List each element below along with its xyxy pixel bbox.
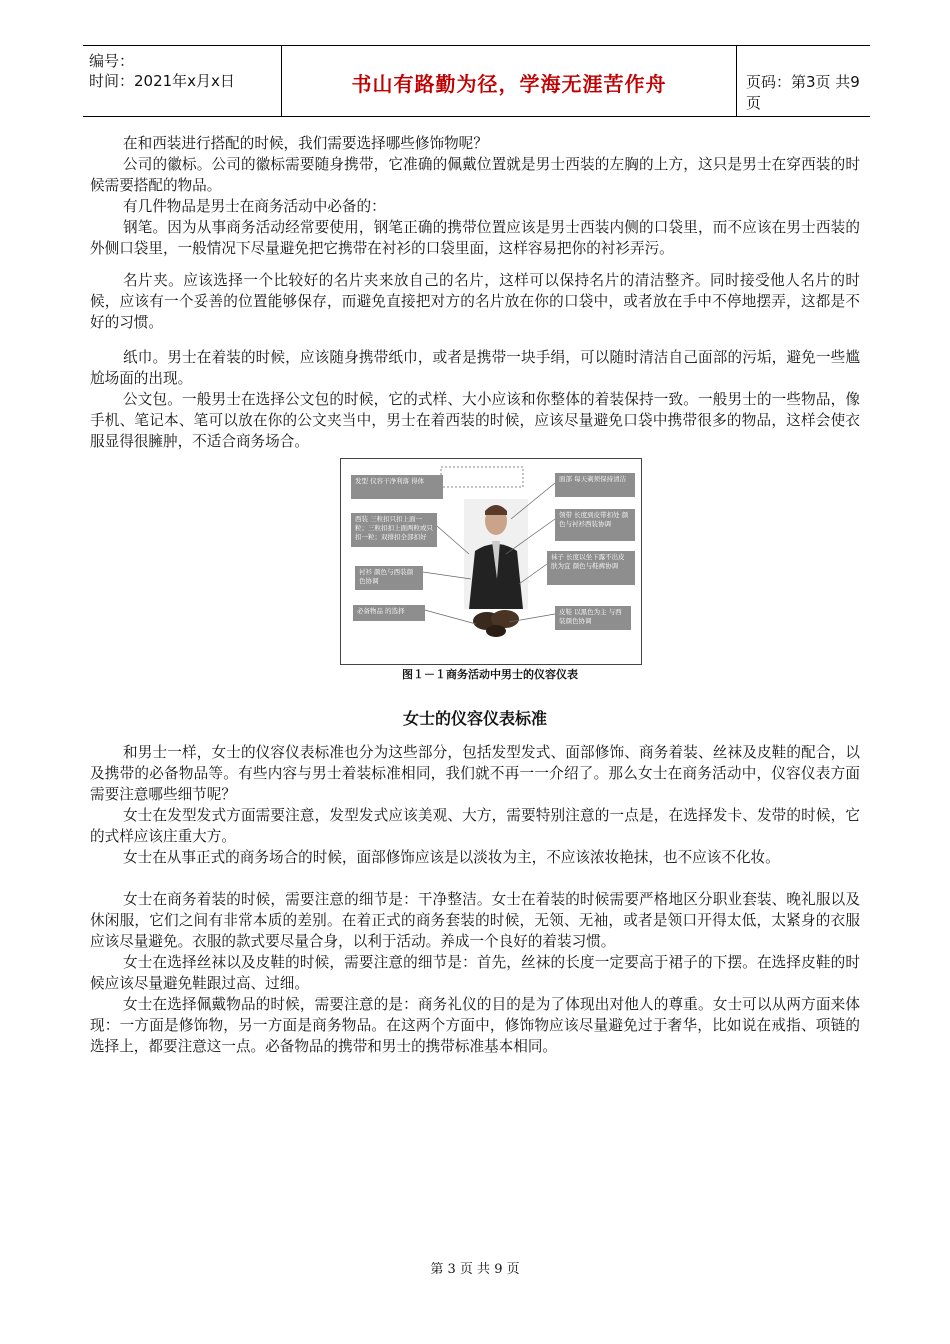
page-header — [83, 45, 870, 117]
paragraph: 女士在从事正式的商务场合的时候，面部修饰应该是以淡妆为主，不应该浓妆艳抹，也不应该不化妆。 — [123, 849, 780, 866]
paragraph: 公司的徽标。公司的徽标需要随身携带，它准确的佩戴位置就是男士西装的左胸的上方，这只是男士在穿西装的时候需要搭配的物品。 — [90, 156, 860, 194]
businessman-illustration — [464, 499, 528, 609]
page-number-label: 页码：第3页 共9页 — [746, 73, 860, 112]
paragraph: 公文包。一般男士在选择公文包的时候，它的式样、大小应该和你整体的着装保持一致。一般男士的一些物品，像手机、笔记本、笔可以放在你的公文夹当中，男士在着西装的时候，应该尽量避免口袋中携带很多的物品，这样会使衣服显得很臃肿，不适合商务场合。 — [90, 391, 860, 450]
header-meta-cell — [83, 46, 281, 116]
section-title: 女士的仪容仪表标准 — [402, 709, 547, 728]
motto: 书山有路勤为径，学海无涯苦作舟 — [351, 72, 667, 96]
paragraph: 在和西装进行搭配的时候，我们需要选择哪些修饰物呢？ — [123, 135, 488, 152]
figure-label: 西装 三粒扣只扣上面一粒；三粒扣扣上面两粒或只扣一粒；双排扣全部扣好 — [351, 513, 437, 547]
paragraph: 女士在选择佩戴物品的时候，需要注意的是：商务礼仪的目的是为了体现出对他人的尊重。女士可以从两方面来体现：一方面是修饰物，另一方面是商务物品。在这两个方面中，修饰物应该尽量避免过于奢华，比如说在戒指、项链的选择上，都要注意这一点。必备物品的携带和男士的携带标准基本相同。 — [90, 996, 860, 1055]
figure-label: 袜子 长度以坐下露不出皮肤为宜 颜色与鞋裤协调 — [547, 551, 635, 585]
paragraph: 钢笔。因为从事商务活动经常要使用，钢笔正确的携带位置应该是男士西装内侧的口袋里，而不应该在男士西装的外侧口袋里，一般情况下尽量避免把它携带在衬衫的口袋里面，这样容易把你的衬衫弄污。 — [90, 219, 860, 257]
figure-caption: 图１－１商务活动中男士的仪容仪表 — [402, 668, 578, 681]
figure-label: 皮鞋 以黑色为主 与西装颜色协调 — [555, 606, 631, 630]
date-label: 时间：2021年x月x日 — [89, 72, 235, 90]
page-footer: 第 3 页 共 9 页 — [430, 1262, 520, 1277]
paragraph: 纸巾。男士在着装的时候，应该随身携带纸巾，或者是携带一块手绢，可以随时清洁自己面部的污垢，避免一些尴尬场面的出现。 — [90, 349, 860, 387]
header-motto-cell — [281, 46, 737, 116]
header-page-cell — [736, 46, 870, 116]
shoes-illustration — [473, 610, 519, 637]
figure-label: 发型 仪容干净利落 得体 — [351, 475, 443, 499]
figure-label: 必备物品 的选择 — [353, 605, 425, 621]
paragraph: 女士在商务着装的时候，需要注意的细节是：干净整洁。女士在着装的时候需要严格地区分职业套装、晚礼服以及休闲服，它们之间有非常本质的差别。在着正式的商务套装的时候，无领、无袖，或者是领口开得太低，太紧身的衣服应该尽量避免。衣服的款式要尽量合身，以利于活动。养成一个良好的着装习惯。 — [90, 891, 860, 950]
figure-label: 领带 长度到皮带扣处 颜色与衬衫西装协调 — [555, 509, 635, 541]
figure-label: 衬衫 颜色与西装颜色协调 — [355, 566, 423, 590]
paragraph: 有几件物品是男士在商务活动中必备的： — [123, 198, 386, 215]
paragraph: 和男士一样，女士的仪容仪表标准也分为这些部分，包括发型发式、面部修饰、商务着装、丝袜及皮鞋的配合，以及携带的必备物品等。有些内容与男士着装标准相同，我们就不再一一介绍了。那么女士在商务活动中，仪容仪表方面需要注意哪些细节呢？ — [90, 744, 860, 803]
serial-label: 编号： — [89, 52, 135, 70]
figure-label: 面部 每天剃须保持清洁 — [555, 473, 635, 497]
paragraph: 女士在发型发式方面需要注意，发型发式应该美观、大方，需要特别注意的一点是，在选择发卡、发带的时候，它的式样应该庄重大方。 — [90, 807, 860, 845]
paragraph: 名片夹。应该选择一个比较好的名片夹来放自己的名片，这样可以保持名片的清洁整齐。同时接受他人名片的时候，应该有一个妥善的位置能够保存，而避免直接把对方的名片放在你的口袋中，或者放在手中不停地摆弄，这都是不好的习惯。 — [90, 272, 860, 331]
figure-image — [340, 458, 642, 665]
paragraph: 女士在选择丝袜以及皮鞋的时候，需要注意的细节是：首先，丝袜的长度一定要高于裙子的下摆。在选择皮鞋的时候应该尽量避免鞋跟过高、过细。 — [90, 954, 860, 992]
